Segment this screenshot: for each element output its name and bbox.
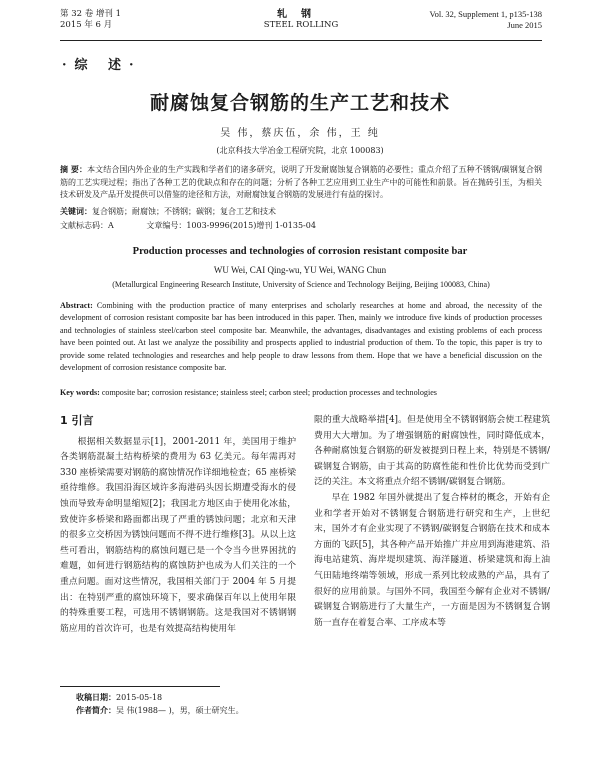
article-number: 文章编号：1003-9996(2015)增刊 1-0135-04 (146, 221, 316, 230)
author-list: 吴 伟，蔡庆伍，余 伟，王 纯 (220, 128, 380, 139)
keywords-en-text: composite bar; corrosion resistance; stainless steel; carbon steel; production processes and technologies (101, 388, 437, 397)
body-paragraph: 限的重大战略举措[4]。但是使用全不锈钢钢筋会使工程建筑费用大大增加。为了增强钢筋的耐腐蚀性，同时降低成本，各种耐腐蚀复合钢筋的研发被提到日程上来，特别是不锈钢/碳钢复合钢筋，由于其高的防腐性能和性价比优势而受到广泛的关注。本文将重点介绍不锈钢/碳钢复合钢筋。 (314, 415, 550, 488)
abstract-zh-text: 本文结合国内外企业的生产实践和学者们的诸多研究，说明了开发耐腐蚀复合钢筋的必要性；重点介绍了五种不锈钢/碳钢复合钢筋的工艺实现过程；指出了各种工艺的优缺点和存在的问题；分析了各种工艺应用到工业生产中的可能性和前景。旨在抛砖引玉，为相关技术研发及产品开发提供可以借鉴的途径和方法，对耐腐蚀复合钢筋的发展进行有益的探讨。 (60, 165, 542, 199)
affiliation: (北京科技大学冶金工程研究院，北京 100083) (216, 146, 384, 155)
abstract-zh (60, 163, 542, 202)
abstract-en (60, 300, 542, 374)
body-paragraph: 根据相关数据显示[1]，2001-2011 年，美国用于维护各类钢筋混凝土结构桥梁的费用为 63 亿美元。每年需再对 330 座桥梁需要对钢筋的腐蚀情况作详细地检查；65 座桥梁亟待维修。我国沿海区域许多海港码头因长期遭受海水的侵蚀而导致寿命明显缩短[2]；我国北方地区由于使用化冰盐，致使许多桥梁和路面都出现了严重的锈蚀问题；北京和天津的很多立交桥因为锈蚀问题而不得不进行维修[3]。从以上这些可看出，钢筋结构的腐蚀问题已是一个令当今世界困扰的难题，如何进行钢筋结构的腐蚀防护也成为人们关注的一个重点问题。面对这些情况，我国相关部门于 2004 年 5 月提出：在特别严重的腐蚀环境下，要求确保百年以上使用年限的特殊重要工程，可选用不锈钢钢筋。这是我国对不锈钢钢筋应用的首次许可，也是有效提高结构使用年 (60, 436, 296, 634)
keywords-zh (60, 206, 542, 217)
keywords-zh-label: 关键词： (60, 206, 92, 216)
header-journal: 轧钢 STEEL ROLLING (263, 9, 339, 30)
abstract-en-text: Combining with the production practice of many enterprises and scholarly researches at home and abroad, the necessity of the development of corrosion resistant composite bar has been introduced in this paper. Then, mainly we introduce five kinds of production processes and technologies of stainless steel/carbon steel composite bar. Meanwhile, the advantages, disadvantages and existing problems of each process have been pointed out. At last we analyze the possibility and prospects applied to industrial production of them. To the topic, this paper is try to provide some related technologies and researches and help people to draw lessons from them. Hope that we have a beneficial discussion on the development of corrosion resistance composite bar. (60, 301, 543, 373)
section-tag: ·综 述· (62, 58, 142, 73)
section-heading-intro: 1 引言 (60, 414, 94, 427)
abstract-zh-label: 摘 要： (60, 164, 88, 174)
footnote-rule (60, 686, 220, 687)
footnote-received: 收稿日期：2015-05-18 (76, 692, 163, 702)
header-volume: 第 32 卷 增刊 1 2015 年 6 月 (60, 9, 122, 30)
abstract-en-label: Abstract: (60, 301, 93, 310)
paper-title: 耐腐蚀复合钢筋的生产工艺和技术 (149, 92, 450, 114)
paper-title-en: Production processes and technologies of corrosion resistant composite bar (132, 246, 468, 257)
header-volume-en: Vol. 32, Supplement 1, p135-138 June 2015 (429, 9, 542, 30)
footnote-author: 作者简介：吴 伟(1988— )，男，硕士研究生。 (76, 705, 244, 715)
body-column-right (314, 413, 550, 631)
keywords-zh-text: 复合钢筋；耐腐蚀；不锈钢；碳钢；复合工艺和技术 (92, 207, 276, 216)
classification-line (60, 220, 542, 231)
keywords-en-label: Key words: (60, 388, 100, 397)
body-column-left (60, 413, 296, 637)
body-paragraph: 早在 1982 年国外就提出了复合棒材的概念，开始有企业和学者开始对不锈钢复合钢筋进行研究和生产，上世纪末，国外才有企业实现了不锈钢/碳钢复合钢筋在技术和成本方面的飞跃[5]，其各种产品开始推广并应用到海港建筑、沿海电站建筑、海岸堤坝建筑、海洋隧道、桥梁建筑和海上油气田陆地终端等领域，形成一系列比较成熟的产品，具有了很好的应用前景。与国外不同，我国至今解有企业对不锈钢/碳钢复合钢筋进行了大量生产，一方面是因为不锈钢复合钢筋一直存在着复合率、工序成本等 (314, 492, 550, 628)
keywords-en (60, 387, 542, 398)
running-header (60, 6, 542, 41)
author-list-en: WU Wei, CAI Qing-wu, YU Wei, WANG Chun (213, 265, 387, 275)
document-code: 文献标志码：A (60, 221, 114, 230)
affiliation-en: (Metallurgical Engineering Research Institute, University of Science and Technology Beijing, Beijing 100083, China) (112, 280, 490, 289)
